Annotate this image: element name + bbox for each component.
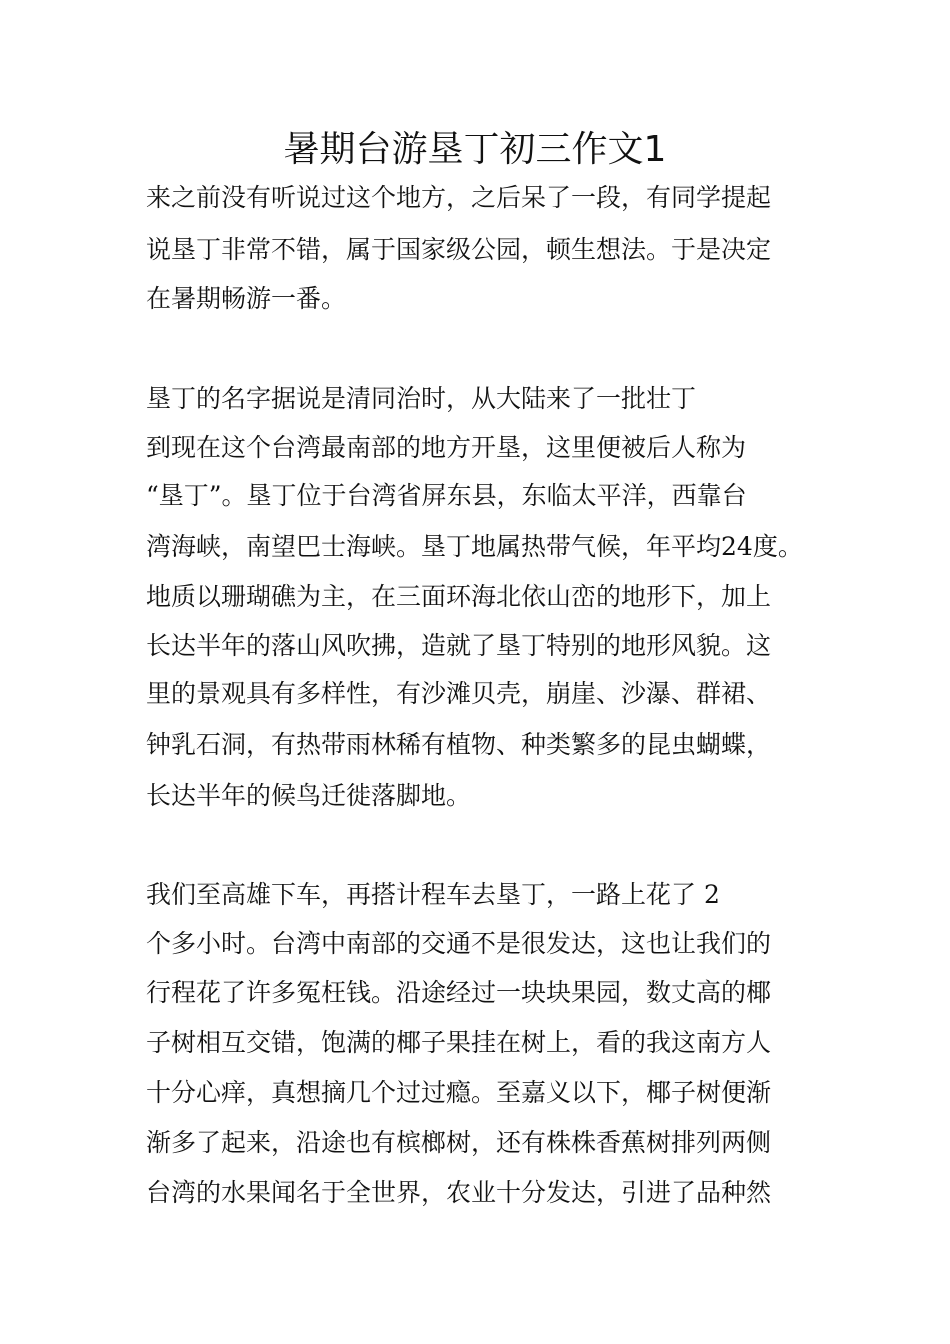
paragraph-3-line-6: 渐多了起来，沿途也有槟榔树，还有株株香蕉树排列两侧 xyxy=(146,1128,772,1157)
paragraph-3-line-2: 个多小时。台湾中南部的交通不是很发达，这也让我们的 xyxy=(146,929,772,958)
paragraph-3-line-4: 子树相互交错，饱满的椰子果挂在树上，看的我这南方人 xyxy=(146,1028,772,1057)
paragraph-2-line-5: 地质以珊瑚礁为主，在三面环海北依山峦的地形下，加上 xyxy=(146,582,772,611)
paragraph-2-line-1: 垦丁的名字据说是清同治时，从大陆来了一批壮丁 xyxy=(146,384,697,413)
paragraph-2-line-2: 到现在这个台湾最南部的地方开垦，这里便被后人称为 xyxy=(146,433,747,462)
paragraph-3-line-5: 十分心痒，真想摘几个过过瘾。至嘉义以下，椰子树便渐 xyxy=(146,1078,772,1107)
paragraph-3-line-1: 我们至高雄下车，再搭计程车去垦丁，一路上花了 2 xyxy=(146,880,720,909)
document-title: 暑期台游垦丁初三作文1 xyxy=(283,129,667,170)
paragraph-2-line-8: 钟乳石洞，有热带雨林稀有植物、种类繁多的昆虫蝴蝶， xyxy=(146,730,772,759)
paragraph-2-line-3: “垦丁”。垦丁位于台湾省屏东县，东临太平洋，西靠台 xyxy=(146,481,747,510)
paragraph-2-line-7: 里的景观具有多样性，有沙滩贝壳，崩崖、沙瀑、群裙、 xyxy=(146,679,772,708)
paragraph-1-line-2: 说垦丁非常不错，属于国家级公园，顿生想法。于是决定 xyxy=(146,235,772,264)
paragraph-1-line-1: 来之前没有听说过这个地方，之后呆了一段，有同学提起 xyxy=(146,183,772,212)
paragraph-3-line-3: 行程花了许多冤枉钱。沿途经过一块块果园，数丈高的椰 xyxy=(146,978,772,1007)
paragraph-3-line-7: 台湾的水果闻名于全世界，农业十分发达，引进了品种然 xyxy=(146,1178,772,1207)
paragraph-1-line-3: 在暑期畅游一番。 xyxy=(146,284,347,313)
paragraph-2-line-4: 湾海峡，南望巴士海峡。垦丁地属热带气候，年平均24度。 xyxy=(146,532,803,561)
paragraph-2-line-6: 长达半年的落山风吹拂，造就了垦丁特别的地形风貌。这 xyxy=(146,631,772,660)
paragraph-2-line-9: 长达半年的候鸟迁徙落脚地。 xyxy=(146,781,472,810)
